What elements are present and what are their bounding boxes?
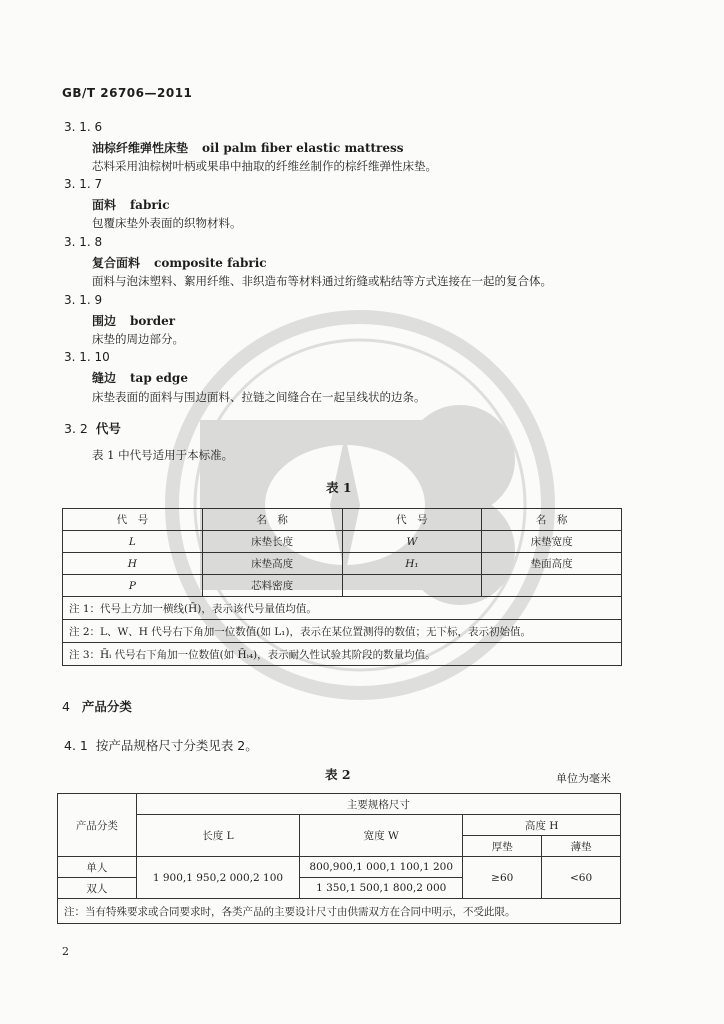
table-note: 注 3：H̄ᵢ 代号右下角加一位数值(如 H̄ᵢ₄)，表示耐久性试验其阶段的数量均值。 [63,643,622,666]
table-header-cell: 主要规格尺寸 [136,794,620,815]
table-note-row [58,899,621,924]
section-heading-3-2 [64,419,121,437]
term-title [92,196,170,213]
table-header-cell: 名 称 [202,509,342,531]
table-cell: 双人 [58,878,137,899]
term-definition: 芯料采用油棕树叶柄或果串中抽取的纤维丝制作的棕纤维弹性床垫。 [92,159,437,173]
table-header-cell: 宽度 W [300,815,463,857]
table-note-row [63,620,622,643]
term-title-en: fabric [130,198,170,212]
term-number: 3. 1. 7 [64,177,103,191]
table1-caption: 表 1 [326,480,352,495]
term-number: 3. 1. 9 [64,293,103,307]
table-cell [482,575,622,597]
section-text: 按产品规格尺寸分类见表 2。 [95,738,258,753]
section-title: 产品分类 [81,699,132,714]
table-cell: ≥60 [463,857,542,899]
table-cell: 芯料密度 [202,575,342,597]
table-cell: 垫面高度 [482,553,622,575]
term-title-zh: 复合面料 [92,256,141,270]
term-title-en: composite fabric [154,256,267,270]
section-text: 表 1 中代号适用于本标准。 [92,448,234,462]
page-number: 2 [62,945,69,958]
table-row [58,857,621,878]
table-header-row [58,815,621,836]
term-title [92,139,404,156]
size-table [57,793,621,924]
term-number: 3. 1. 6 [64,120,103,134]
table-row [63,575,622,597]
table-cell: 800,900,1 000,1 100,1 200 [300,857,463,878]
term-definition: 包覆床垫外表面的织物材料。 [92,216,242,230]
table-header-cell: 高度 H [463,815,621,836]
table-cell [342,575,482,597]
table-cell: H [63,553,203,575]
term-definition: 床垫的周边部分。 [92,332,184,346]
table-header-cell: 厚垫 [463,836,542,857]
term-definition: 面料与泡沫塑料、絮用纤维、非织造布等材料通过绗缝或粘结等方式连接在一起的复合体。 [92,274,552,288]
table-note-row [63,643,622,666]
table-header-cell: 薄垫 [542,836,621,857]
table-cell: 单人 [58,857,137,878]
table-note: 注 1：代号上方加一横线(H̄)，表示该代号量值均值。 [63,597,622,620]
term-title [92,312,175,329]
section-number: 3. 2 [64,421,88,436]
section-title: 代号 [95,421,121,436]
table-header-cell: 名 称 [482,509,622,531]
section-heading-4 [62,697,132,715]
term-title [92,254,267,271]
section-number: 4 [62,699,70,714]
table-cell: 1 900,1 950,2 000,2 100 [136,857,299,899]
table-header-cell: 产品分类 [58,794,137,857]
term-definition: 床垫表面的面料与围边面料、拉链之间缝合在一起呈线状的边条。 [92,390,426,404]
term-title-zh: 缝边 [92,371,117,385]
table2-unit: 单位为毫米 [556,772,611,785]
standard-code-header: GB/T 26706—2011 [62,86,193,100]
code-table [62,508,622,666]
table-cell: 床垫宽度 [482,531,622,553]
table-header-cell: 长度 L [136,815,299,857]
term-title-en: tap edge [130,371,188,385]
term-title-zh: 围边 [92,314,117,328]
table-header-row [63,509,622,531]
table-row [63,531,622,553]
section-number: 4. 1 [64,738,88,753]
term-title-zh: 油棕纤维弹性床垫 [92,141,189,155]
term-title-zh: 面料 [92,198,117,212]
table-cell: L [63,531,203,553]
table-row [63,553,622,575]
table-header-cell: 代 号 [342,509,482,531]
table-note: 注：当有特殊要求或合同要求时，各类产品的主要设计尺寸由供需双方在合同中明示，不受此限。 [58,899,621,924]
table-note: 注 2：L、W、H 代号右下角加一位数值(如 L₁)，表示在某位置测得的数值；无下标，表示初始值。 [63,620,622,643]
table-cell: 1 350,1 500,1 800,2 000 [300,878,463,899]
table-header-row [58,794,621,815]
term-title-en: oil palm fiber elastic mattress [202,141,404,155]
table2-caption: 表 2 [325,767,351,782]
table-cell: 床垫高度 [202,553,342,575]
table-cell: W [342,531,482,553]
term-title [92,369,188,386]
section-heading-4-1 [64,736,258,754]
term-number: 3. 1. 10 [64,350,110,364]
table-note-row [63,597,622,620]
table-header-cell: 代 号 [63,509,203,531]
table-cell: H₁ [342,553,482,575]
term-number: 3. 1. 8 [64,235,103,249]
table-cell: <60 [542,857,621,899]
table-cell: 床垫长度 [202,531,342,553]
term-title-en: border [130,314,176,328]
table-cell: P [63,575,203,597]
